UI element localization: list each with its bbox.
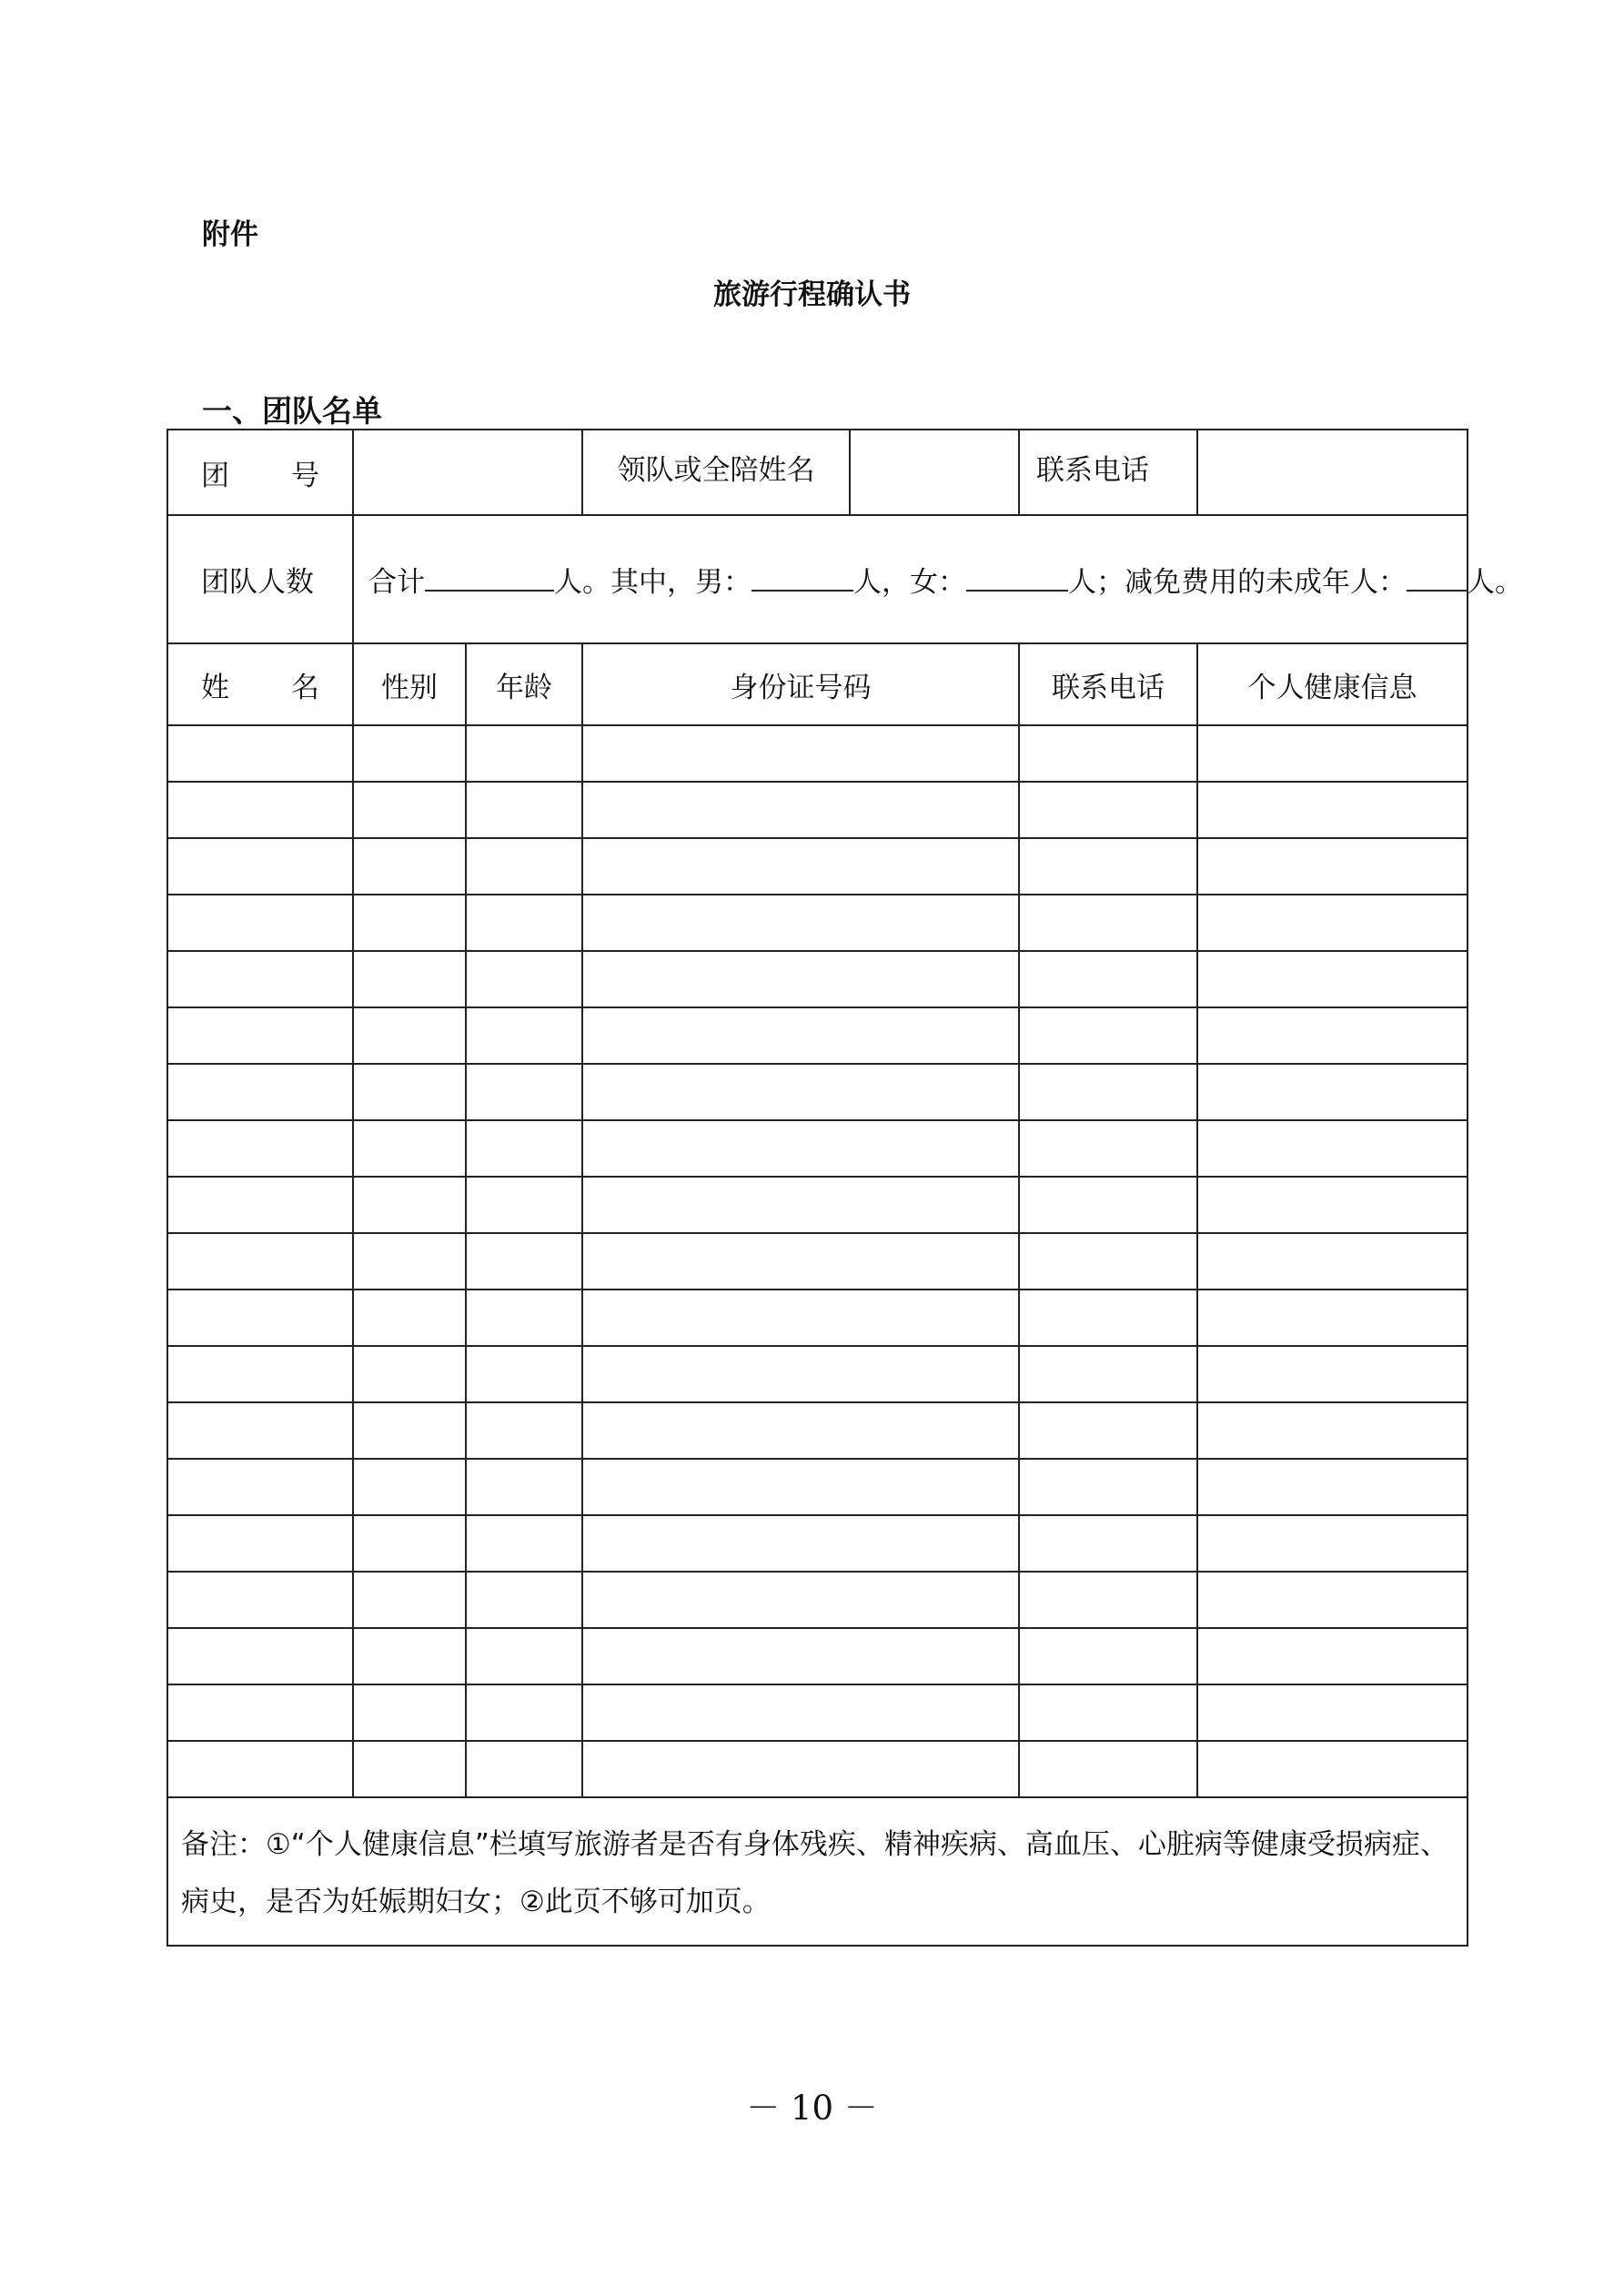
- participant-name-cell[interactable]: [167, 1290, 353, 1346]
- participant-gender-cell[interactable]: [353, 1402, 466, 1459]
- participant-id-number-cell[interactable]: [582, 895, 1019, 951]
- participant-age-cell[interactable]: [466, 1290, 582, 1346]
- participant-gender-cell[interactable]: [353, 1515, 466, 1572]
- participant-gender-cell[interactable]: [353, 1684, 466, 1741]
- participant-phone-cell[interactable]: [1019, 1290, 1197, 1346]
- participant-gender-cell[interactable]: [353, 895, 466, 951]
- participant-name-cell[interactable]: [167, 1628, 353, 1684]
- participant-age-cell[interactable]: [466, 1120, 582, 1177]
- participant-row: [167, 1346, 1468, 1402]
- participant-phone-cell[interactable]: [1019, 1233, 1197, 1290]
- participant-row: [167, 1177, 1468, 1233]
- name-header-part-1: 姓: [201, 671, 229, 704]
- participant-name-cell[interactable]: [167, 1233, 353, 1290]
- participant-health-info-cell[interactable]: [1197, 725, 1468, 782]
- participant-id-number-cell[interactable]: [582, 1515, 1019, 1572]
- participant-health-info-cell[interactable]: [1197, 1684, 1468, 1741]
- age-column-header: 年龄: [466, 643, 582, 725]
- participant-health-info-cell[interactable]: [1197, 895, 1468, 951]
- participant-row: [167, 1628, 1468, 1684]
- participant-health-info-cell[interactable]: [1197, 838, 1468, 895]
- participant-age-cell[interactable]: [466, 1684, 582, 1741]
- participant-age-cell[interactable]: [466, 1515, 582, 1572]
- participant-name-cell[interactable]: [167, 1459, 353, 1515]
- participant-phone-cell[interactable]: [1019, 1628, 1197, 1684]
- participant-row: [167, 1572, 1468, 1628]
- participant-id-number-cell[interactable]: [582, 1459, 1019, 1515]
- column-header-row: [167, 643, 1468, 725]
- participant-phone-cell[interactable]: [1019, 1120, 1197, 1177]
- participant-age-cell[interactable]: [466, 951, 582, 1007]
- leader-phone-label: 联系电话: [1019, 430, 1197, 515]
- participant-age-cell[interactable]: [466, 1741, 582, 1797]
- participant-phone-cell[interactable]: [1019, 951, 1197, 1007]
- participant-name-cell[interactable]: [167, 1402, 353, 1459]
- participant-row: [167, 725, 1468, 782]
- participant-id-number-cell[interactable]: [582, 1120, 1019, 1177]
- participant-name-cell[interactable]: [167, 1346, 353, 1402]
- table-note: 备注：①“个人健康信息”栏填写旅游者是否有身体残疾、精神疾病、高血压、心脏病等健康受损病症、病史，是否为妊娠期妇女；②此页不够可加页。: [167, 1797, 1468, 1946]
- participant-id-number-cell[interactable]: [582, 1402, 1019, 1459]
- female-count-blank[interactable]: [966, 562, 1068, 592]
- participant-row: [167, 1402, 1468, 1459]
- participant-name-cell[interactable]: [167, 1572, 353, 1628]
- female-suffix: 人；减免费用的未成年人：: [1068, 566, 1407, 599]
- section-heading: 一、团队名单: [202, 393, 382, 429]
- participant-id-number-cell[interactable]: [582, 1628, 1019, 1684]
- participant-health-info-cell[interactable]: [1197, 951, 1468, 1007]
- participant-row: [167, 1233, 1468, 1290]
- group-roster-table: [166, 429, 1523, 1947]
- id-number-column-header: 身份证号码: [582, 643, 1019, 725]
- participant-row: [167, 1290, 1468, 1346]
- participant-id-number-cell[interactable]: [582, 1572, 1019, 1628]
- participant-row: [167, 1120, 1468, 1177]
- participant-phone-cell[interactable]: [1019, 1346, 1197, 1402]
- participant-gender-cell[interactable]: [353, 1064, 466, 1120]
- participant-phone-cell[interactable]: [1019, 1572, 1197, 1628]
- participant-health-info-cell[interactable]: [1197, 1515, 1468, 1572]
- participant-health-info-cell[interactable]: [1197, 1177, 1468, 1233]
- participant-gender-cell[interactable]: [353, 1572, 466, 1628]
- participant-name-cell[interactable]: [167, 725, 353, 782]
- participant-name-cell[interactable]: [167, 951, 353, 1007]
- page-number: － 10 －: [746, 2089, 878, 2128]
- participant-health-info-cell[interactable]: [1197, 1290, 1468, 1346]
- participant-name-cell[interactable]: [167, 1007, 353, 1064]
- participant-age-cell[interactable]: [466, 725, 582, 782]
- participant-health-info-cell[interactable]: [1197, 1459, 1468, 1515]
- participant-gender-cell[interactable]: [353, 951, 466, 1007]
- total-suffix: 人。其中，男：: [554, 566, 751, 599]
- participant-age-cell[interactable]: [466, 1402, 582, 1459]
- attachment-label: 附件: [202, 218, 258, 251]
- participant-gender-cell[interactable]: [353, 725, 466, 782]
- participant-age-cell[interactable]: [466, 1346, 582, 1402]
- document-title: 旅游行程确认书: [713, 278, 911, 311]
- participant-phone-cell[interactable]: [1019, 1515, 1197, 1572]
- name-column-header: [167, 643, 353, 725]
- headcount-label: 团队人数: [167, 515, 353, 643]
- group-number-label-part-2: 号: [291, 459, 319, 492]
- participant-health-info-cell[interactable]: [1197, 1120, 1468, 1177]
- participant-row: [167, 1684, 1468, 1741]
- participant-gender-cell[interactable]: [353, 1459, 466, 1515]
- participant-name-cell[interactable]: [167, 1515, 353, 1572]
- group-number-label-part-1: 团: [201, 459, 229, 492]
- participant-row: [167, 838, 1468, 895]
- participant-id-number-cell[interactable]: [582, 951, 1019, 1007]
- participant-age-cell[interactable]: [466, 1459, 582, 1515]
- participant-id-number-cell[interactable]: [582, 1741, 1019, 1797]
- headcount-fields: [353, 515, 1523, 643]
- participant-row: [167, 1459, 1468, 1515]
- male-count-blank[interactable]: [751, 562, 853, 592]
- participant-health-info-cell[interactable]: [1197, 1346, 1468, 1402]
- participant-id-number-cell[interactable]: [582, 1346, 1019, 1402]
- participant-name-cell[interactable]: [167, 1177, 353, 1233]
- participant-id-number-cell[interactable]: [582, 838, 1019, 895]
- participant-health-info-cell[interactable]: [1197, 1007, 1468, 1064]
- participant-row: [167, 1007, 1468, 1064]
- participant-id-number-cell[interactable]: [582, 1064, 1019, 1120]
- leader-name-input-cell[interactable]: [850, 430, 1019, 515]
- participant-phone-cell[interactable]: [1019, 1459, 1197, 1515]
- participant-phone-cell[interactable]: [1019, 1177, 1197, 1233]
- participant-row: [167, 1064, 1468, 1120]
- participant-age-cell[interactable]: [466, 1628, 582, 1684]
- participant-age-cell[interactable]: [466, 1177, 582, 1233]
- participant-row: [167, 895, 1468, 951]
- participant-row: [167, 782, 1468, 838]
- participant-health-info-cell[interactable]: [1197, 1402, 1468, 1459]
- participant-phone-cell[interactable]: [1019, 1741, 1197, 1797]
- participant-phone-cell[interactable]: [1019, 1064, 1197, 1120]
- participant-phone-cell[interactable]: [1019, 725, 1197, 782]
- group-number-input-cell[interactable]: [353, 430, 582, 515]
- participant-health-info-cell[interactable]: [1197, 1741, 1468, 1797]
- participant-phone-cell[interactable]: [1019, 838, 1197, 895]
- participant-row: [167, 951, 1468, 1007]
- participant-name-cell[interactable]: [167, 1741, 353, 1797]
- participant-phone-cell[interactable]: [1019, 1402, 1197, 1459]
- participant-gender-cell[interactable]: [353, 782, 466, 838]
- participant-gender-cell[interactable]: [353, 1007, 466, 1064]
- leader-name-label: 领队或全陪姓名: [582, 430, 850, 515]
- name-header-part-2: 名: [291, 671, 319, 704]
- participant-id-number-cell[interactable]: [582, 1177, 1019, 1233]
- participant-name-cell[interactable]: [167, 1064, 353, 1120]
- minor-count-blank[interactable]: [1407, 562, 1467, 592]
- note-row: [167, 1797, 1468, 1946]
- headcount-row: [167, 515, 1468, 643]
- participant-name-cell[interactable]: [167, 1684, 353, 1741]
- participant-phone-cell[interactable]: [1019, 895, 1197, 951]
- participant-phone-cell[interactable]: [1019, 1684, 1197, 1741]
- phone-column-header: 联系电话: [1019, 643, 1197, 725]
- participant-phone-cell[interactable]: [1019, 1007, 1197, 1064]
- participant-id-number-cell[interactable]: [582, 725, 1019, 782]
- participant-id-number-cell[interactable]: [582, 1684, 1019, 1741]
- participant-gender-cell[interactable]: [353, 1346, 466, 1402]
- participant-name-cell[interactable]: [167, 838, 353, 895]
- participant-id-number-cell[interactable]: [582, 1007, 1019, 1064]
- participant-age-cell[interactable]: [466, 895, 582, 951]
- participant-row: [167, 1515, 1468, 1572]
- participant-age-cell[interactable]: [466, 1007, 582, 1064]
- participant-health-info-cell[interactable]: [1197, 1628, 1468, 1684]
- participant-row: [167, 1741, 1468, 1797]
- participant-health-info-cell[interactable]: [1197, 1233, 1468, 1290]
- participant-gender-cell[interactable]: [353, 1628, 466, 1684]
- participant-health-info-cell[interactable]: [1197, 1572, 1468, 1628]
- participant-age-cell[interactable]: [466, 838, 582, 895]
- leader-phone-input-cell[interactable]: [1197, 430, 1468, 515]
- male-suffix: 人，女：: [853, 566, 966, 599]
- participant-name-cell[interactable]: [167, 1120, 353, 1177]
- participant-id-number-cell[interactable]: [582, 1290, 1019, 1346]
- group-number-label-cell: [167, 430, 353, 515]
- participant-age-cell[interactable]: [466, 1572, 582, 1628]
- participant-health-info-cell[interactable]: [1197, 1064, 1468, 1120]
- health-info-column-header: 个人健康信息: [1197, 643, 1468, 725]
- participant-gender-cell[interactable]: [353, 1120, 466, 1177]
- participant-gender-cell[interactable]: [353, 1177, 466, 1233]
- participant-gender-cell[interactable]: [353, 1290, 466, 1346]
- total-prefix: 合计: [368, 566, 425, 599]
- participant-health-info-cell[interactable]: [1197, 782, 1468, 838]
- participant-gender-cell[interactable]: [353, 1233, 466, 1290]
- participant-id-number-cell[interactable]: [582, 1233, 1019, 1290]
- participant-gender-cell[interactable]: [353, 838, 466, 895]
- participant-age-cell[interactable]: [466, 1233, 582, 1290]
- participant-name-cell[interactable]: [167, 895, 353, 951]
- total-count-blank[interactable]: [425, 562, 554, 592]
- group-info-row: [167, 430, 1468, 515]
- gender-column-header: 性别: [353, 643, 466, 725]
- participant-phone-cell[interactable]: [1019, 782, 1197, 838]
- participant-age-cell[interactable]: [466, 782, 582, 838]
- participant-age-cell[interactable]: [466, 1064, 582, 1120]
- participant-id-number-cell[interactable]: [582, 782, 1019, 838]
- minor-suffix: 人。: [1467, 566, 1523, 599]
- participant-name-cell[interactable]: [167, 782, 353, 838]
- participant-gender-cell[interactable]: [353, 1741, 466, 1797]
